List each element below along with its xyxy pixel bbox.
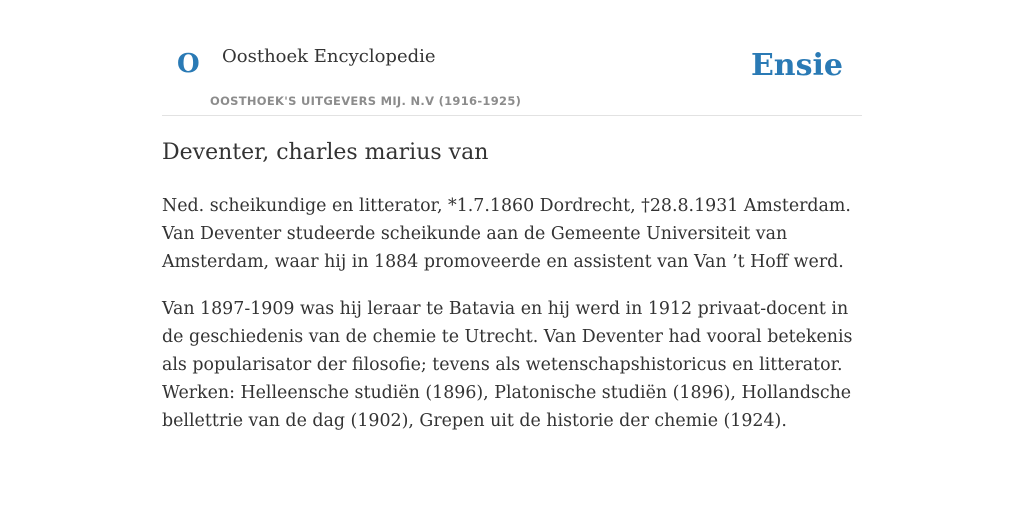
encyclopedia-title-link[interactable]: Oosthoek Encyclopedie [222,46,436,67]
entry-paragraph: Ned. scheikundige en litterator, *1.7.1860 Dordrecht, †28.8.1931 Amsterdam. Van Deventer studeerde scheikunde aan de Gemeente Universiteit van Amsterdam, waar hij in 1884 promoveerde en assistent van Van ’t Hoff werd. [162,196,851,272]
ensie-logo-link[interactable]: Ensie [750,48,843,83]
entry-paragraph: Van 1897-1909 was hij leraar te Batavia en hij werd in 1912 privaat-docent in de geschiedenis van de chemie te Utrecht. Van Deventer had vooral betekenis als popularisator der filosofie; tevens als wetenschapshistoricus en litterator. Werken: Helleensche studiën (1896), Platonische studiën (1896), Hollandsche bellettrie van de dag (1902), Grepen uit de historie der chemie (1924). [162,299,853,431]
entry-body [162,192,862,454]
publisher-label: OOSTHOEK'S UITGEVERS MIJ. N.V (1916-1925) [210,94,522,108]
encyclopedia-logo[interactable]: O [177,49,200,79]
entry-title: Deventer, charles marius van [162,140,489,165]
page [162,0,862,431]
site-header [162,0,862,116]
